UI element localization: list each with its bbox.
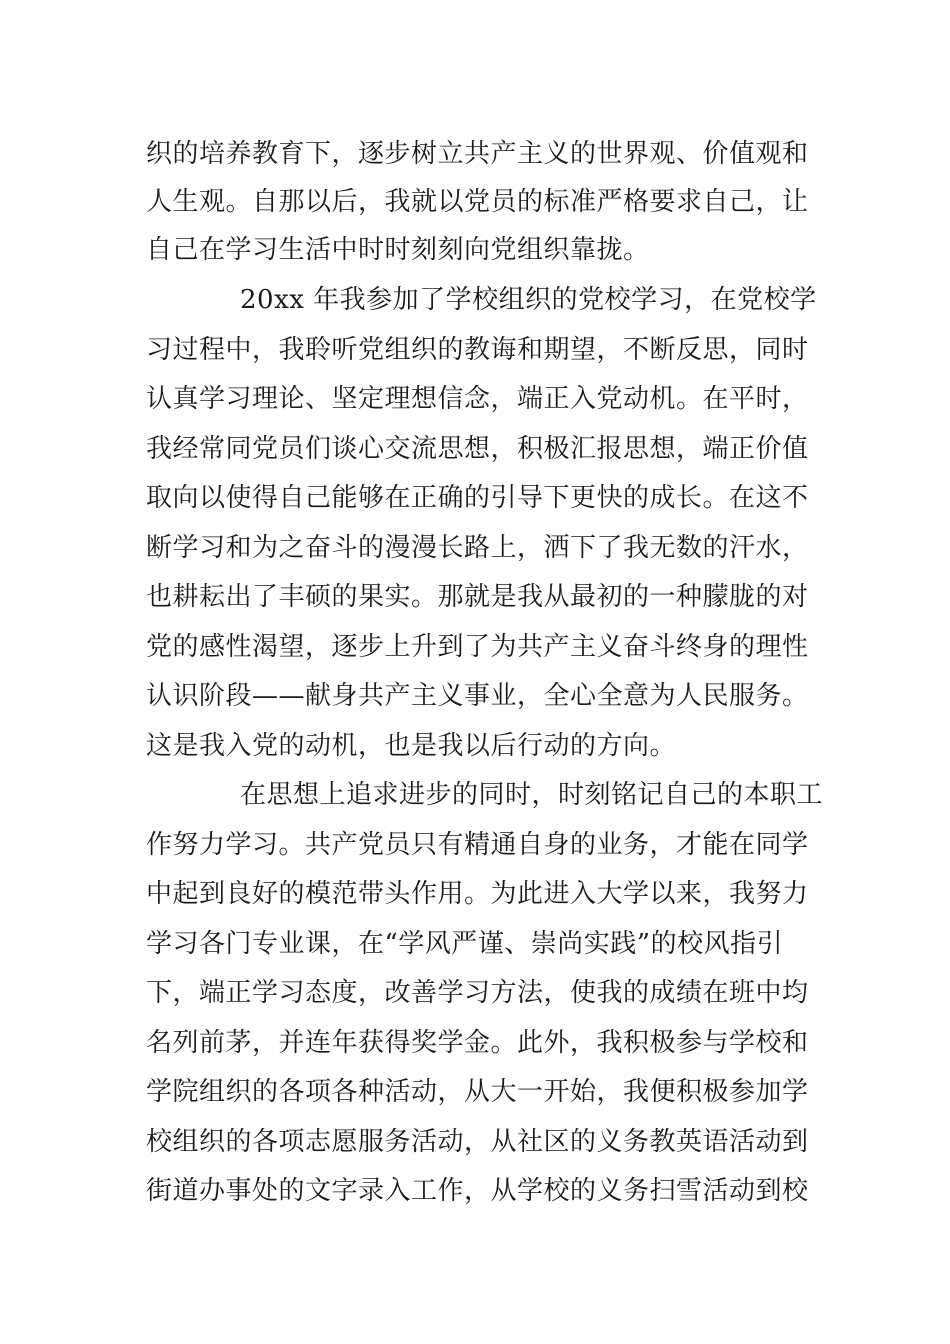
- text-line: 断学习和为之奋斗的漫漫长路上，洒下了我无数的汗水，: [146, 533, 809, 563]
- text-line: 认真学习理论、坚定理想信念，端正入党动机。在平时，: [146, 384, 809, 414]
- text-line: 作努力学习。共产党员只有精通自身的业务，才能在同学: [146, 830, 809, 860]
- text-line: 下，端正学习态度，改善学习方法，使我的成绩在班中均: [146, 978, 809, 1008]
- text-line: 自己在学习生活中时时刻刻向党组织靠拢。: [146, 235, 650, 265]
- text-line: 取向以使得自己能够在正确的引导下更快的成长。在这不: [146, 483, 809, 513]
- paragraph-first-line: 20xx 年我参加了学校组织的党校学习，在党校学: [240, 285, 817, 315]
- text-line: 习过程中，我聆听党组织的教诲和期望，不断反思，同时: [146, 335, 809, 365]
- text-line: 校组织的各项志愿服务活动，从社区的义务教英语活动到: [146, 1127, 809, 1157]
- text-line: 人生观。自那以后，我就以党员的标准严格要求自己，让: [146, 187, 809, 217]
- text-line: 也耕耘出了丰硕的果实。那就是我从最初的一种朦胧的对: [146, 582, 809, 612]
- text-line: 中起到良好的模范带头作用。为此进入大学以来，我努力: [146, 879, 809, 909]
- text-line: 学习各门专业课，在“学风严谨、崇尚实践”的校风指引: [146, 929, 784, 959]
- paragraph-first-line: 在思想上追求进步的同时，时刻铭记自己的本职工: [240, 780, 824, 810]
- text-line: 街道办事处的文字录入工作，从学校的义务扫雪活动到校: [146, 1176, 809, 1206]
- text-line: 这是我入党的动机，也是我以后行动的方向。: [146, 731, 677, 761]
- text-line: 党的感性渴望，逐步上升到了为共产主义奋斗终身的理性: [146, 632, 809, 662]
- text-line: 认识阶段——献身共产主义事业，全心全意为人民服务。: [146, 681, 809, 711]
- text-line: 学院组织的各项各种活动，从大一开始，我便积极参加学: [146, 1077, 809, 1107]
- text-line: 名列前茅，并连年获得奖学金。此外，我积极参与学校和: [146, 1028, 809, 1058]
- text-line: 织的培养教育下，逐步树立共产主义的世界观、价值观和: [146, 139, 809, 169]
- text-line: 我经常同党员们谈心交流思想，积极汇报思想，端正价值: [146, 434, 809, 464]
